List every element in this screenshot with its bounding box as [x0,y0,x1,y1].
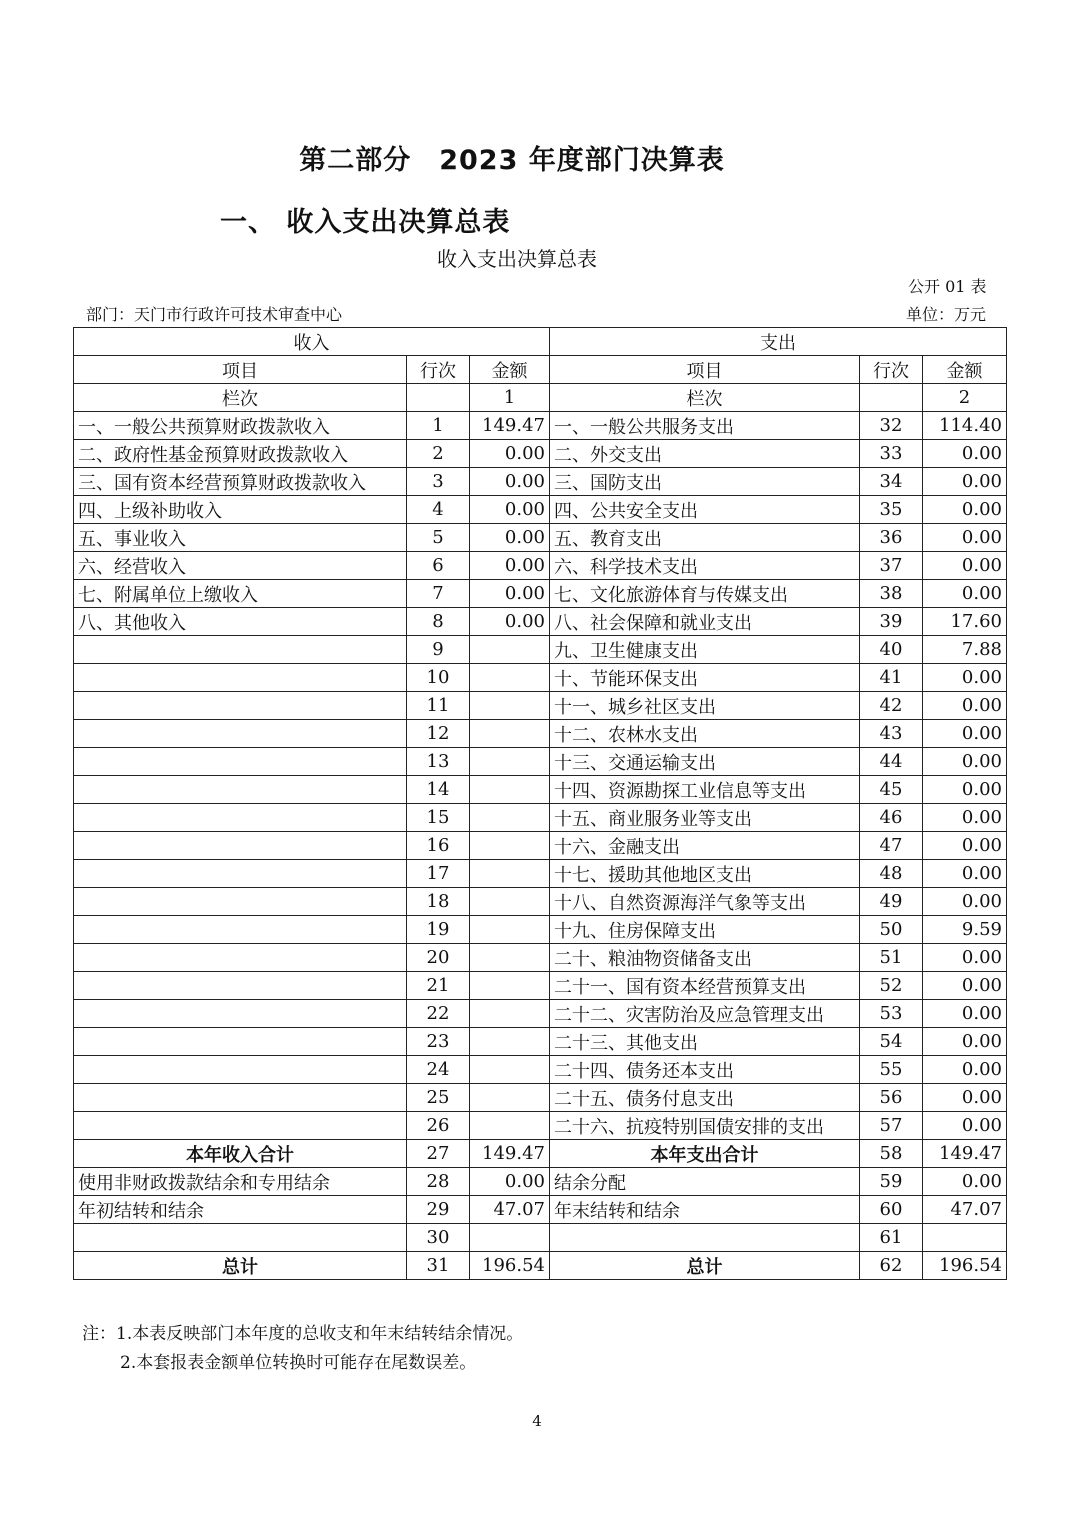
expense-item: 结余分配 [550,1168,860,1196]
expense-row-no: 55 [860,1056,923,1084]
income-row-no: 1 [407,412,470,440]
income-item [74,888,407,916]
income-item [74,860,407,888]
income-amount-header: 金额 [470,356,550,384]
income-item: 总计 [74,1252,407,1280]
expense-amount: 0.00 [923,468,1007,496]
income-row-header: 行次 [407,356,470,384]
expense-row-header: 行次 [860,356,923,384]
expense-item: 七、文化旅游体育与传媒支出 [550,580,860,608]
income-row-no: 16 [407,832,470,860]
income-amount [470,692,550,720]
expense-amount: 0.00 [923,804,1007,832]
column-header-row [74,356,1007,384]
income-item [74,636,407,664]
expense-header: 支出 [550,328,1007,356]
income-row-no: 20 [407,944,470,972]
expense-amount: 0.00 [923,496,1007,524]
empty-cell [860,384,923,412]
expense-row-no: 52 [860,972,923,1000]
expense-row-no: 33 [860,440,923,468]
income-row-no: 17 [407,860,470,888]
expense-row-no: 48 [860,860,923,888]
income-row-no: 28 [407,1168,470,1196]
expense-amount: 0.00 [923,664,1007,692]
income-amount [470,748,550,776]
income-amount: 0.00 [470,440,550,468]
income-item [74,1084,407,1112]
income-row-no: 2 [407,440,470,468]
income-row-no: 12 [407,720,470,748]
expense-row-no: 59 [860,1168,923,1196]
expense-row-no: 37 [860,552,923,580]
expense-row-no: 43 [860,720,923,748]
income-row-no: 6 [407,552,470,580]
income-item [74,692,407,720]
income-amount: 149.47 [470,412,550,440]
expense-amount: 0.00 [923,580,1007,608]
expense-amount: 0.00 [923,524,1007,552]
expense-item: 总计 [550,1252,860,1280]
expense-row-no: 54 [860,1028,923,1056]
expense-row-no: 46 [860,804,923,832]
table-header-row [74,328,1007,356]
table-row [74,552,1007,580]
expense-row-no: 45 [860,776,923,804]
expense-amount: 0.00 [923,1084,1007,1112]
income-row-no: 13 [407,748,470,776]
expense-amount: 0.00 [923,1000,1007,1028]
table-row [74,636,1007,664]
expense-amount: 17.60 [923,608,1007,636]
table-row [74,972,1007,1000]
income-row-no: 5 [407,524,470,552]
income-amount [470,1112,550,1140]
table-row [74,804,1007,832]
total-row [74,1252,1007,1280]
income-amount: 0.00 [470,496,550,524]
income-item: 使用非财政拨款结余和专用结余 [74,1168,407,1196]
expense-amount: 0.00 [923,1028,1007,1056]
table-row [74,524,1007,552]
expense-amount: 0.00 [923,748,1007,776]
expense-amount: 47.07 [923,1196,1007,1224]
expense-amount: 0.00 [923,552,1007,580]
expense-row-no: 51 [860,944,923,972]
expense-item: 二十二、灾害防治及应急管理支出 [550,1000,860,1028]
expense-lanci: 栏次 [550,384,860,412]
expense-row-no: 47 [860,832,923,860]
expense-row-no: 36 [860,524,923,552]
income-item [74,1000,407,1028]
expense-item: 十六、金融支出 [550,832,860,860]
income-amount [470,664,550,692]
income-item [74,748,407,776]
income-item: 四、上级补助收入 [74,496,407,524]
income-amount [470,972,550,1000]
expense-item: 二十、粮油物资储备支出 [550,944,860,972]
income-item: 三、国有资本经营预算财政拨款收入 [74,468,407,496]
expense-row-no: 57 [860,1112,923,1140]
income-item [74,1028,407,1056]
income-amount [470,720,550,748]
expense-row-no: 40 [860,636,923,664]
expense-item: 十九、住房保障支出 [550,916,860,944]
income-amount: 0.00 [470,524,550,552]
expense-item: 二十四、债务还本支出 [550,1056,860,1084]
expense-row-no: 60 [860,1196,923,1224]
income-amount [470,1000,550,1028]
expense-row-no: 62 [860,1252,923,1280]
income-row-no: 9 [407,636,470,664]
table-row [74,748,1007,776]
income-item [74,720,407,748]
table-row [74,412,1007,440]
expense-amount: 196.54 [923,1252,1007,1280]
department-label: 部门：天门市行政许可技术审查中心 [86,305,343,324]
expense-amount: 0.00 [923,1112,1007,1140]
form-code: 公开 01 表 [908,277,987,296]
table-row [74,888,1007,916]
expense-item: 十八、自然资源海洋气象等支出 [550,888,860,916]
expense-amount: 0.00 [923,1168,1007,1196]
table-row [74,1084,1007,1112]
income-col-no: 1 [470,384,550,412]
income-amount: 149.47 [470,1140,550,1168]
expense-col-no: 2 [923,384,1007,412]
income-row-no: 11 [407,692,470,720]
income-row-no: 27 [407,1140,470,1168]
table-row [74,1000,1007,1028]
section-title: 一、 收入支出决算总表 [220,207,511,238]
expense-item: 八、社会保障和就业支出 [550,608,860,636]
notes [82,1320,523,1378]
table-row [74,1168,1007,1196]
income-item: 年初结转和结余 [74,1196,407,1224]
income-row-no: 30 [407,1224,470,1252]
expense-item: 年末结转和结余 [550,1196,860,1224]
expense-row-no: 50 [860,916,923,944]
expense-amount: 114.40 [923,412,1007,440]
expense-item-header: 项目 [550,356,860,384]
expense-item: 二十五、债务付息支出 [550,1084,860,1112]
expense-item: 十二、农林水支出 [550,720,860,748]
income-item: 五、事业收入 [74,524,407,552]
expense-item: 十一、城乡社区支出 [550,692,860,720]
expense-amount: 149.47 [923,1140,1007,1168]
income-amount [470,916,550,944]
income-row-no: 8 [407,608,470,636]
table-row [74,692,1007,720]
expense-amount: 0.00 [923,720,1007,748]
income-amount [470,944,550,972]
income-item [74,916,407,944]
income-amount: 0.00 [470,580,550,608]
expense-item: 十四、资源勘探工业信息等支出 [550,776,860,804]
expense-amount: 0.00 [923,776,1007,804]
income-item [74,832,407,860]
income-row-no: 14 [407,776,470,804]
part-title: 第二部分 2023 年度部门决算表 [299,145,725,176]
table-row [74,944,1007,972]
income-row-no: 31 [407,1252,470,1280]
income-row-no: 15 [407,804,470,832]
expense-amount: 0.00 [923,440,1007,468]
income-item: 本年收入合计 [74,1140,407,1168]
expense-amount: 0.00 [923,888,1007,916]
income-amount: 47.07 [470,1196,550,1224]
income-item: 八、其他收入 [74,608,407,636]
expense-row-no: 42 [860,692,923,720]
income-header: 收入 [74,328,550,356]
table-row [74,664,1007,692]
unit-label: 单位：万元 [906,305,987,324]
table-row [74,776,1007,804]
income-amount [470,1056,550,1084]
income-expense-table [73,327,1007,1280]
expense-row-no: 49 [860,888,923,916]
income-amount [470,832,550,860]
table-row [74,1224,1007,1252]
income-item: 一、一般公共预算财政拨款收入 [74,412,407,440]
expense-item: 三、国防支出 [550,468,860,496]
income-amount [470,860,550,888]
income-lanci: 栏次 [74,384,407,412]
expense-item: 二、外交支出 [550,440,860,468]
expense-amount: 9.59 [923,916,1007,944]
income-row-no: 25 [407,1084,470,1112]
expense-row-no: 38 [860,580,923,608]
expense-item [550,1224,860,1252]
income-row-no: 7 [407,580,470,608]
table-row [74,440,1007,468]
expense-amount: 0.00 [923,692,1007,720]
income-item [74,664,407,692]
expense-row-no: 41 [860,664,923,692]
expense-item: 九、卫生健康支出 [550,636,860,664]
note-2: 2.本套报表金额单位转换时可能存在尾数误差。 [120,1353,477,1373]
expense-row-no: 32 [860,412,923,440]
expense-item: 十三、交通运输支出 [550,748,860,776]
income-amount [470,888,550,916]
income-item [74,1112,407,1140]
expense-item: 二十三、其他支出 [550,1028,860,1056]
income-item [74,776,407,804]
expense-amount: 0.00 [923,972,1007,1000]
income-amount: 0.00 [470,1168,550,1196]
empty-cell [407,384,470,412]
income-amount [470,1224,550,1252]
table-row [74,496,1007,524]
expense-item: 十七、援助其他地区支出 [550,860,860,888]
income-amount [470,776,550,804]
income-row-no: 29 [407,1196,470,1224]
expense-item: 本年支出合计 [550,1140,860,1168]
expense-amount: 0.00 [923,860,1007,888]
income-row-no: 3 [407,468,470,496]
expense-row-no: 53 [860,1000,923,1028]
table-row [74,468,1007,496]
expense-row-no: 34 [860,468,923,496]
income-amount: 0.00 [470,468,550,496]
income-row-no: 22 [407,1000,470,1028]
subtotal-row [74,1140,1007,1168]
note-1: 注：1.本表反映部门本年度的总收支和年末结转结余情况。 [82,1324,524,1344]
column-number-row [74,384,1007,412]
table-row [74,832,1007,860]
table-row [74,1196,1007,1224]
income-item: 六、经营收入 [74,552,407,580]
income-row-no: 4 [407,496,470,524]
income-amount: 0.00 [470,608,550,636]
expense-row-no: 39 [860,608,923,636]
expense-item: 二十一、国有资本经营预算支出 [550,972,860,1000]
income-row-no: 21 [407,972,470,1000]
income-row-no: 19 [407,916,470,944]
expense-amount-header: 金额 [923,356,1007,384]
table-row [74,860,1007,888]
income-item: 二、政府性基金预算财政拨款收入 [74,440,407,468]
income-item [74,972,407,1000]
expense-row-no: 35 [860,496,923,524]
expense-amount: 0.00 [923,832,1007,860]
expense-amount: 0.00 [923,944,1007,972]
income-item: 七、附属单位上缴收入 [74,580,407,608]
income-row-no: 24 [407,1056,470,1084]
expense-item: 十五、商业服务业等支出 [550,804,860,832]
table-row [74,1056,1007,1084]
income-item [74,804,407,832]
income-row-no: 18 [407,888,470,916]
expense-row-no: 61 [860,1224,923,1252]
income-item [74,944,407,972]
income-item-header: 项目 [74,356,407,384]
income-item [74,1224,407,1252]
income-row-no: 23 [407,1028,470,1056]
expense-item: 一、一般公共服务支出 [550,412,860,440]
expense-item: 四、公共安全支出 [550,496,860,524]
expense-row-no: 44 [860,748,923,776]
table-row [74,720,1007,748]
expense-amount [923,1224,1007,1252]
expense-item: 五、教育支出 [550,524,860,552]
income-item [74,1056,407,1084]
expense-row-no: 58 [860,1140,923,1168]
income-row-no: 10 [407,664,470,692]
expense-amount: 0.00 [923,1056,1007,1084]
income-amount: 0.00 [470,552,550,580]
expense-item: 十、节能环保支出 [550,664,860,692]
table-title: 收入支出决算总表 [437,247,597,271]
income-amount [470,1084,550,1112]
income-row-no: 26 [407,1112,470,1140]
page-number: 4 [532,1412,542,1430]
income-amount: 196.54 [470,1252,550,1280]
table-row [74,916,1007,944]
income-amount [470,804,550,832]
income-amount [470,636,550,664]
table-row [74,1112,1007,1140]
expense-amount: 7.88 [923,636,1007,664]
table-row [74,1028,1007,1056]
table-row [74,608,1007,636]
table-row [74,580,1007,608]
expense-item: 六、科学技术支出 [550,552,860,580]
income-amount [470,1028,550,1056]
expense-row-no: 56 [860,1084,923,1112]
expense-item: 二十六、抗疫特别国债安排的支出 [550,1112,860,1140]
